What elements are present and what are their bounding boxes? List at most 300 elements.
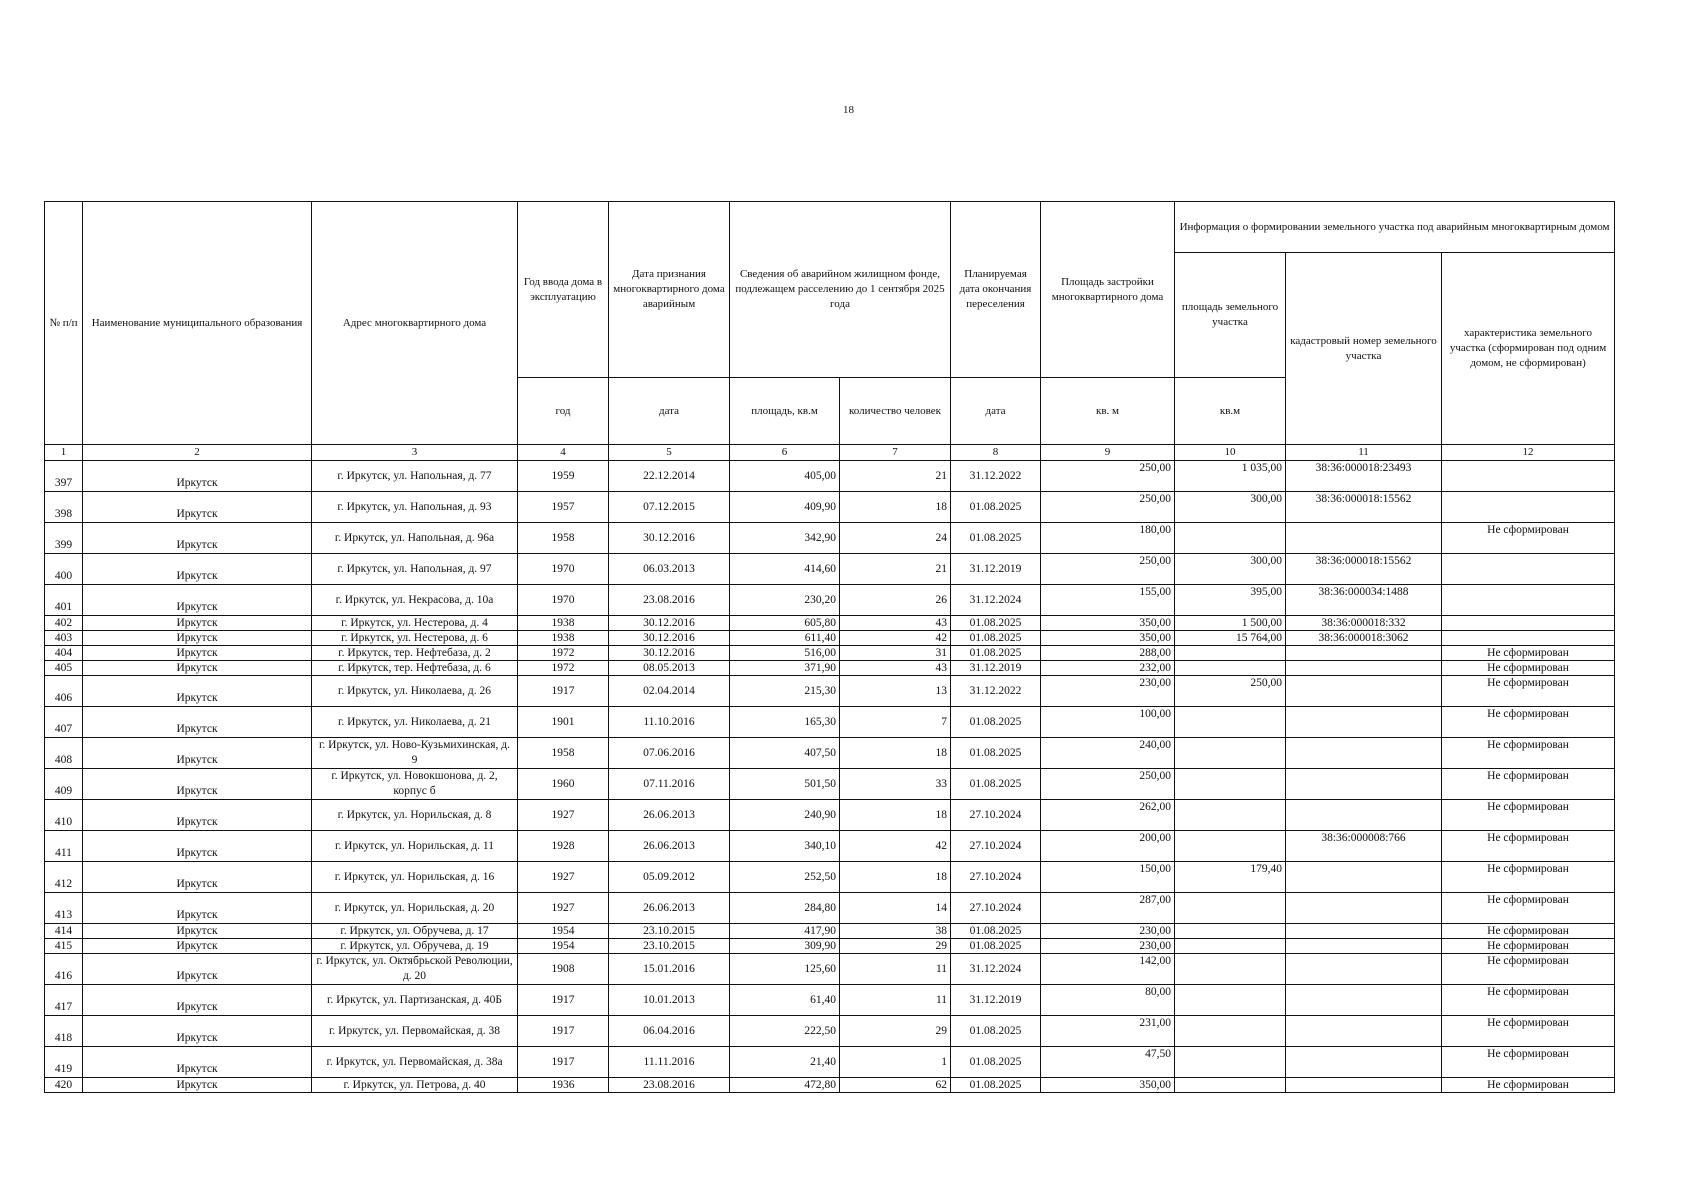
table-row xyxy=(45,862,1615,893)
land-area-cell xyxy=(1175,954,1286,985)
people-count-cell: 42 xyxy=(840,831,951,862)
row-number: 406 xyxy=(45,676,83,707)
table-row xyxy=(45,646,1615,661)
area-cell: 371,90 xyxy=(730,661,840,676)
municipality-cell: Иркутск xyxy=(83,831,312,862)
land-characteristic-cell: Не сформирован xyxy=(1442,893,1615,924)
land-characteristic-cell: Не сформирован xyxy=(1442,954,1615,985)
address-cell: г. Иркутск, ул. Напольная, д. 93 xyxy=(312,492,518,523)
area-cell: 340,10 xyxy=(730,831,840,862)
municipality-cell: Иркутск xyxy=(83,954,312,985)
land-area-cell: 395,00 xyxy=(1175,585,1286,616)
address-cell: г. Иркутск, ул. Первомайская, д. 38 xyxy=(312,1016,518,1047)
recognition-date-cell: 08.05.2013 xyxy=(609,661,730,676)
municipality-cell: Иркутск xyxy=(83,924,312,939)
unit-people: количество человек xyxy=(840,378,951,445)
row-number: 399 xyxy=(45,523,83,554)
people-count-cell: 33 xyxy=(840,769,951,800)
address-cell: г. Иркутск, ул. Напольная, д. 96а xyxy=(312,523,518,554)
cadastral-number-cell: 38:36:000018:332 xyxy=(1286,616,1442,631)
building-area-cell: 200,00 xyxy=(1041,831,1175,862)
row-number: 411 xyxy=(45,831,83,862)
recognition-date-cell: 23.08.2016 xyxy=(609,1078,730,1093)
row-number: 404 xyxy=(45,646,83,661)
area-cell: 165,30 xyxy=(730,707,840,738)
year-cell: 1958 xyxy=(518,523,609,554)
header-municipality: Наименование муниципального образования xyxy=(83,202,312,445)
municipality-cell: Иркутск xyxy=(83,862,312,893)
people-count-cell: 43 xyxy=(840,661,951,676)
area-cell: 21,40 xyxy=(730,1047,840,1078)
municipality-cell: Иркутск xyxy=(83,585,312,616)
planned-date-cell: 01.08.2025 xyxy=(951,924,1041,939)
land-area-cell xyxy=(1175,893,1286,924)
land-area-cell: 300,00 xyxy=(1175,554,1286,585)
area-cell: 501,50 xyxy=(730,769,840,800)
cadastral-number-cell xyxy=(1286,1047,1442,1078)
year-cell: 1960 xyxy=(518,769,609,800)
row-number: 405 xyxy=(45,661,83,676)
municipality-cell: Иркутск xyxy=(83,1016,312,1047)
municipality-cell: Иркутск xyxy=(83,523,312,554)
land-area-cell xyxy=(1175,769,1286,800)
cadastral-number-cell xyxy=(1286,661,1442,676)
land-characteristic-cell: Не сформирован xyxy=(1442,661,1615,676)
row-number: 416 xyxy=(45,954,83,985)
year-cell: 1917 xyxy=(518,985,609,1016)
people-count-cell: 26 xyxy=(840,585,951,616)
people-count-cell: 31 xyxy=(840,646,951,661)
area-cell: 309,90 xyxy=(730,939,840,954)
land-characteristic-cell: Не сформирован xyxy=(1442,831,1615,862)
planned-date-cell: 01.08.2025 xyxy=(951,939,1041,954)
people-count-cell: 43 xyxy=(840,616,951,631)
header-building-area: Площадь застройки многоквартирного дома xyxy=(1041,202,1175,378)
land-area-cell xyxy=(1175,985,1286,1016)
cadastral-number-cell: 38:36:000018:15562 xyxy=(1286,554,1442,585)
people-count-cell: 38 xyxy=(840,924,951,939)
building-area-cell: 250,00 xyxy=(1041,461,1175,492)
address-cell: г. Иркутск, ул. Новокшонова, д. 2, корпус б xyxy=(312,769,518,800)
municipality-cell: Иркутск xyxy=(83,985,312,1016)
planned-date-cell: 01.08.2025 xyxy=(951,492,1041,523)
year-cell: 1917 xyxy=(518,676,609,707)
people-count-cell: 24 xyxy=(840,523,951,554)
land-characteristic-cell xyxy=(1442,631,1615,646)
land-area-cell: 1 035,00 xyxy=(1175,461,1286,492)
recognition-date-cell: 26.06.2013 xyxy=(609,893,730,924)
building-area-cell: 150,00 xyxy=(1041,862,1175,893)
building-area-cell: 350,00 xyxy=(1041,631,1175,646)
table-row xyxy=(45,985,1615,1016)
municipality-cell: Иркутск xyxy=(83,769,312,800)
recognition-date-cell: 02.04.2014 xyxy=(609,676,730,707)
land-area-cell: 300,00 xyxy=(1175,492,1286,523)
column-number: 10 xyxy=(1175,445,1286,461)
area-cell: 472,80 xyxy=(730,1078,840,1093)
people-count-cell: 7 xyxy=(840,707,951,738)
year-cell: 1927 xyxy=(518,893,609,924)
land-area-cell xyxy=(1175,800,1286,831)
land-area-cell: 179,40 xyxy=(1175,862,1286,893)
land-characteristic-cell: Не сформирован xyxy=(1442,738,1615,769)
recognition-date-cell: 23.08.2016 xyxy=(609,585,730,616)
address-cell: г. Иркутск, ул. Норильская, д. 8 xyxy=(312,800,518,831)
area-cell: 252,50 xyxy=(730,862,840,893)
year-cell: 1972 xyxy=(518,646,609,661)
area-cell: 125,60 xyxy=(730,954,840,985)
table-row xyxy=(45,738,1615,769)
row-number: 417 xyxy=(45,985,83,1016)
land-characteristic-cell: Не сформирован xyxy=(1442,800,1615,831)
land-area-cell xyxy=(1175,738,1286,769)
municipality-cell: Иркутск xyxy=(83,1078,312,1093)
column-number: 4 xyxy=(518,445,609,461)
year-cell: 1936 xyxy=(518,1078,609,1093)
land-characteristic-cell: Не сформирован xyxy=(1442,924,1615,939)
land-area-cell: 1 500,00 xyxy=(1175,616,1286,631)
land-area-cell xyxy=(1175,523,1286,554)
planned-date-cell: 31.12.2019 xyxy=(951,985,1041,1016)
building-area-cell: 250,00 xyxy=(1041,554,1175,585)
area-cell: 61,40 xyxy=(730,985,840,1016)
area-cell: 222,50 xyxy=(730,1016,840,1047)
recognition-date-cell: 07.12.2015 xyxy=(609,492,730,523)
table-row xyxy=(45,924,1615,939)
table-row xyxy=(45,769,1615,800)
area-cell: 405,00 xyxy=(730,461,840,492)
header-land-char: характеристика земельного участка (сформирован под одним домом, не сформирован) xyxy=(1442,253,1615,445)
municipality-cell: Иркутск xyxy=(83,893,312,924)
year-cell: 1901 xyxy=(518,707,609,738)
area-cell: 414,60 xyxy=(730,554,840,585)
land-characteristic-cell: Не сформирован xyxy=(1442,1047,1615,1078)
row-number: 410 xyxy=(45,800,83,831)
building-area-cell: 180,00 xyxy=(1041,523,1175,554)
building-area-cell: 350,00 xyxy=(1041,1078,1175,1093)
planned-date-cell: 01.08.2025 xyxy=(951,1016,1041,1047)
building-area-cell: 250,00 xyxy=(1041,492,1175,523)
recognition-date-cell: 23.10.2015 xyxy=(609,939,730,954)
municipality-cell: Иркутск xyxy=(83,676,312,707)
year-cell: 1928 xyxy=(518,831,609,862)
year-cell: 1908 xyxy=(518,954,609,985)
row-number: 409 xyxy=(45,769,83,800)
table-row xyxy=(45,800,1615,831)
building-area-cell: 80,00 xyxy=(1041,985,1175,1016)
column-number: 8 xyxy=(951,445,1041,461)
area-cell: 230,20 xyxy=(730,585,840,616)
table-row xyxy=(45,1047,1615,1078)
table-row xyxy=(45,461,1615,492)
header-year: Год ввода дома в эксплуатацию xyxy=(518,202,609,378)
area-cell: 409,90 xyxy=(730,492,840,523)
land-area-cell xyxy=(1175,831,1286,862)
land-characteristic-cell xyxy=(1442,616,1615,631)
row-number: 419 xyxy=(45,1047,83,1078)
recognition-date-cell: 22.12.2014 xyxy=(609,461,730,492)
column-number: 2 xyxy=(83,445,312,461)
people-count-cell: 18 xyxy=(840,800,951,831)
cadastral-number-cell xyxy=(1286,676,1442,707)
header-planned-date: Планируемая дата окончания переселения xyxy=(951,202,1041,378)
address-cell: г. Иркутск, ул. Николаева, д. 26 xyxy=(312,676,518,707)
header-land-info: Информация о формировании земельного участка под аварийным многоквартирным домом xyxy=(1175,202,1615,253)
planned-date-cell: 31.12.2022 xyxy=(951,676,1041,707)
unit-date: дата xyxy=(609,378,730,445)
people-count-cell: 42 xyxy=(840,631,951,646)
planned-date-cell: 27.10.2024 xyxy=(951,831,1041,862)
people-count-cell: 62 xyxy=(840,1078,951,1093)
land-area-cell: 15 764,00 xyxy=(1175,631,1286,646)
cadastral-number-cell xyxy=(1286,800,1442,831)
address-cell: г. Иркутск, тер. Нефтебаза, д. 2 xyxy=(312,646,518,661)
table-row xyxy=(45,939,1615,954)
address-cell: г. Иркутск, ул. Напольная, д. 77 xyxy=(312,461,518,492)
cadastral-number-cell xyxy=(1286,523,1442,554)
area-cell: 215,30 xyxy=(730,676,840,707)
building-area-cell: 230,00 xyxy=(1041,676,1175,707)
building-area-cell: 142,00 xyxy=(1041,954,1175,985)
row-number: 408 xyxy=(45,738,83,769)
address-cell: г. Иркутск, ул. Обручева, д. 17 xyxy=(312,924,518,939)
header-cadastral: кадастровый номер земельного участка xyxy=(1286,253,1442,445)
people-count-cell: 14 xyxy=(840,893,951,924)
people-count-cell: 18 xyxy=(840,862,951,893)
cadastral-number-cell xyxy=(1286,646,1442,661)
planned-date-cell: 01.08.2025 xyxy=(951,707,1041,738)
recognition-date-cell: 05.09.2012 xyxy=(609,862,730,893)
year-cell: 1954 xyxy=(518,939,609,954)
planned-date-cell: 31.12.2019 xyxy=(951,554,1041,585)
people-count-cell: 1 xyxy=(840,1047,951,1078)
land-area-cell xyxy=(1175,707,1286,738)
year-cell: 1957 xyxy=(518,492,609,523)
recognition-date-cell: 23.10.2015 xyxy=(609,924,730,939)
row-number: 418 xyxy=(45,1016,83,1047)
planned-date-cell: 31.12.2019 xyxy=(951,661,1041,676)
year-cell: 1917 xyxy=(518,1047,609,1078)
people-count-cell: 21 xyxy=(840,461,951,492)
table-body xyxy=(45,461,1615,1093)
recognition-date-cell: 11.10.2016 xyxy=(609,707,730,738)
row-number: 407 xyxy=(45,707,83,738)
people-count-cell: 18 xyxy=(840,738,951,769)
land-area-cell xyxy=(1175,1047,1286,1078)
land-area-cell xyxy=(1175,1016,1286,1047)
people-count-cell: 18 xyxy=(840,492,951,523)
land-characteristic-cell: Не сформирован xyxy=(1442,676,1615,707)
area-cell: 611,40 xyxy=(730,631,840,646)
land-characteristic-cell: Не сформирован xyxy=(1442,939,1615,954)
recognition-date-cell: 07.11.2016 xyxy=(609,769,730,800)
table-row xyxy=(45,1078,1615,1093)
table-row xyxy=(45,954,1615,985)
building-area-cell: 240,00 xyxy=(1041,738,1175,769)
building-area-cell: 250,00 xyxy=(1041,769,1175,800)
row-number: 400 xyxy=(45,554,83,585)
land-area-cell xyxy=(1175,1078,1286,1093)
land-characteristic-cell xyxy=(1442,554,1615,585)
recognition-date-cell: 15.01.2016 xyxy=(609,954,730,985)
building-area-cell: 230,00 xyxy=(1041,939,1175,954)
recognition-date-cell: 11.11.2016 xyxy=(609,1047,730,1078)
year-cell: 1927 xyxy=(518,800,609,831)
municipality-cell: Иркутск xyxy=(83,800,312,831)
column-number: 3 xyxy=(312,445,518,461)
address-cell: г. Иркутск, ул. Норильская, д. 11 xyxy=(312,831,518,862)
planned-date-cell: 27.10.2024 xyxy=(951,800,1041,831)
land-characteristic-cell: Не сформирован xyxy=(1442,707,1615,738)
cadastral-number-cell xyxy=(1286,769,1442,800)
header-emergency-fund: Сведения об аварийном жилищном фонде, подлежащем расселению до 1 сентября 2025 года xyxy=(730,202,951,378)
recognition-date-cell: 26.06.2013 xyxy=(609,831,730,862)
municipality-cell: Иркутск xyxy=(83,646,312,661)
planned-date-cell: 01.08.2025 xyxy=(951,646,1041,661)
area-cell: 407,50 xyxy=(730,738,840,769)
building-area-cell: 230,00 xyxy=(1041,924,1175,939)
cadastral-number-cell xyxy=(1286,954,1442,985)
recognition-date-cell: 06.04.2016 xyxy=(609,1016,730,1047)
unit-building: кв. м xyxy=(1041,378,1175,445)
planned-date-cell: 31.12.2022 xyxy=(951,461,1041,492)
unit-area: площадь, кв.м xyxy=(730,378,840,445)
cadastral-number-cell xyxy=(1286,893,1442,924)
year-cell: 1954 xyxy=(518,924,609,939)
address-cell: г. Иркутск, ул. Обручева, д. 19 xyxy=(312,939,518,954)
table-row xyxy=(45,523,1615,554)
planned-date-cell: 31.12.2024 xyxy=(951,954,1041,985)
table-row xyxy=(45,831,1615,862)
cadastral-number-cell xyxy=(1286,1078,1442,1093)
planned-date-cell: 01.08.2025 xyxy=(951,523,1041,554)
planned-date-cell: 01.08.2025 xyxy=(951,1047,1041,1078)
address-cell: г. Иркутск, ул. Напольная, д. 97 xyxy=(312,554,518,585)
land-characteristic-cell: Не сформирован xyxy=(1442,1078,1615,1093)
address-cell: г. Иркутск, ул. Первомайская, д. 38а xyxy=(312,1047,518,1078)
building-area-cell: 155,00 xyxy=(1041,585,1175,616)
land-characteristic-cell xyxy=(1442,585,1615,616)
building-area-cell: 232,00 xyxy=(1041,661,1175,676)
address-cell: г. Иркутск, ул. Нестерова, д. 6 xyxy=(312,631,518,646)
land-area-cell xyxy=(1175,924,1286,939)
cadastral-number-cell xyxy=(1286,939,1442,954)
header-address: Адрес многоквартирного дома xyxy=(312,202,518,445)
cadastral-number-cell: 38:36:000018:15562 xyxy=(1286,492,1442,523)
land-characteristic-cell: Не сформирован xyxy=(1442,523,1615,554)
row-number: 414 xyxy=(45,924,83,939)
table-row xyxy=(45,707,1615,738)
year-cell: 1970 xyxy=(518,585,609,616)
header-num: № п/п xyxy=(45,202,83,445)
year-cell: 1972 xyxy=(518,661,609,676)
column-number: 12 xyxy=(1442,445,1615,461)
table-row xyxy=(45,661,1615,676)
planned-date-cell: 01.08.2025 xyxy=(951,738,1041,769)
row-number: 412 xyxy=(45,862,83,893)
people-count-cell: 11 xyxy=(840,954,951,985)
land-characteristic-cell xyxy=(1442,461,1615,492)
land-area-cell xyxy=(1175,646,1286,661)
header-land-area: площадь земельного участка xyxy=(1175,253,1286,378)
land-characteristic-cell: Не сформирован xyxy=(1442,769,1615,800)
table-row xyxy=(45,554,1615,585)
address-cell: г. Иркутск, ул. Партизанская, д. 40Б xyxy=(312,985,518,1016)
planned-date-cell: 31.12.2024 xyxy=(951,585,1041,616)
people-count-cell: 29 xyxy=(840,939,951,954)
column-number: 11 xyxy=(1286,445,1442,461)
land-characteristic-cell: Не сформирован xyxy=(1442,646,1615,661)
year-cell: 1938 xyxy=(518,631,609,646)
cadastral-number-cell xyxy=(1286,738,1442,769)
land-characteristic-cell: Не сформирован xyxy=(1442,985,1615,1016)
recognition-date-cell: 26.06.2013 xyxy=(609,800,730,831)
municipality-cell: Иркутск xyxy=(83,939,312,954)
address-cell: г. Иркутск, ул. Норильская, д. 16 xyxy=(312,862,518,893)
planned-date-cell: 01.08.2025 xyxy=(951,769,1041,800)
table-row xyxy=(45,1016,1615,1047)
row-number: 402 xyxy=(45,616,83,631)
address-cell: г. Иркутск, тер. Нефтебаза, д. 6 xyxy=(312,661,518,676)
unit-planned: дата xyxy=(951,378,1041,445)
cadastral-number-cell: 38:36:000018:3062 xyxy=(1286,631,1442,646)
column-number: 1 xyxy=(45,445,83,461)
area-cell: 417,90 xyxy=(730,924,840,939)
emergency-housing-table xyxy=(44,201,1615,1093)
address-cell: г. Иркутск, ул. Норильская, д. 20 xyxy=(312,893,518,924)
year-cell: 1958 xyxy=(518,738,609,769)
planned-date-cell: 01.08.2025 xyxy=(951,631,1041,646)
address-cell: г. Иркутск, ул. Некрасова, д. 10а xyxy=(312,585,518,616)
recognition-date-cell: 30.12.2016 xyxy=(609,523,730,554)
row-number: 397 xyxy=(45,461,83,492)
area-cell: 516,00 xyxy=(730,646,840,661)
row-number: 403 xyxy=(45,631,83,646)
area-cell: 605,80 xyxy=(730,616,840,631)
municipality-cell: Иркутск xyxy=(83,707,312,738)
land-characteristic-cell xyxy=(1442,492,1615,523)
recognition-date-cell: 10.01.2013 xyxy=(609,985,730,1016)
building-area-cell: 288,00 xyxy=(1041,646,1175,661)
land-characteristic-cell: Не сформирован xyxy=(1442,862,1615,893)
area-cell: 240,90 xyxy=(730,800,840,831)
cadastral-number-cell xyxy=(1286,707,1442,738)
address-cell: г. Иркутск, ул. Ново-Кузьмихинская, д. 9 xyxy=(312,738,518,769)
cadastral-number-cell xyxy=(1286,924,1442,939)
row-number: 415 xyxy=(45,939,83,954)
planned-date-cell: 27.10.2024 xyxy=(951,893,1041,924)
building-area-cell: 100,00 xyxy=(1041,707,1175,738)
building-area-cell: 47,50 xyxy=(1041,1047,1175,1078)
people-count-cell: 13 xyxy=(840,676,951,707)
building-area-cell: 287,00 xyxy=(1041,893,1175,924)
table-row xyxy=(45,616,1615,631)
recognition-date-cell: 30.12.2016 xyxy=(609,646,730,661)
cadastral-number-cell: 38:36:000018:23493 xyxy=(1286,461,1442,492)
land-area-cell xyxy=(1175,939,1286,954)
municipality-cell: Иркутск xyxy=(83,461,312,492)
unit-year: год xyxy=(518,378,609,445)
page-number: 18 xyxy=(843,104,854,116)
recognition-date-cell: 06.03.2013 xyxy=(609,554,730,585)
table-row xyxy=(45,676,1615,707)
land-characteristic-cell: Не сформирован xyxy=(1442,1016,1615,1047)
year-cell: 1959 xyxy=(518,461,609,492)
municipality-cell: Иркутск xyxy=(83,661,312,676)
recognition-date-cell: 30.12.2016 xyxy=(609,616,730,631)
column-number: 5 xyxy=(609,445,730,461)
planned-date-cell: 01.08.2025 xyxy=(951,616,1041,631)
